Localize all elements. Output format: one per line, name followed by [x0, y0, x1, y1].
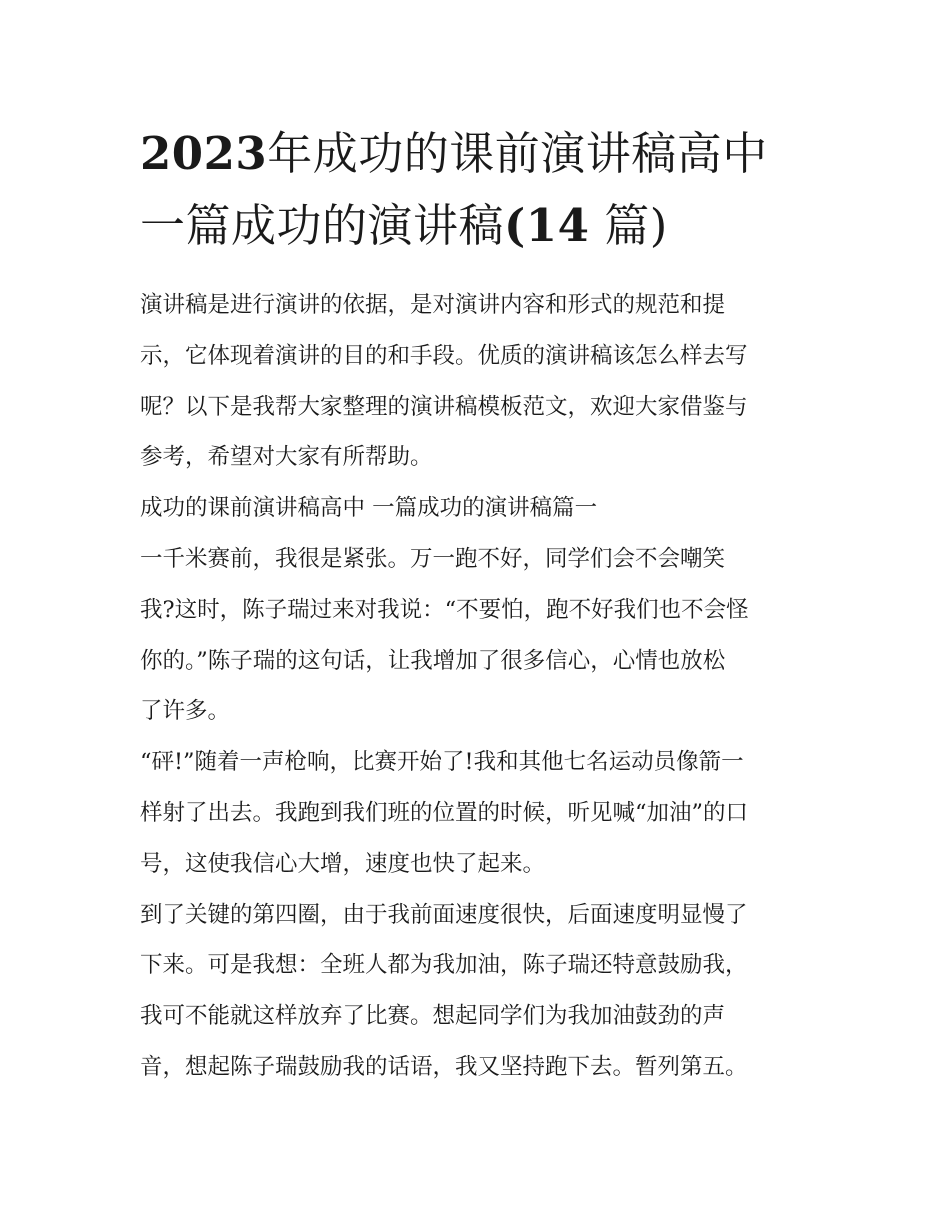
text-line: 下来。可是我想：全班人都为我加油，陈子瑞还特意鼓励我， — [140, 952, 748, 979]
text-line: 呢？以下是我帮大家整理的演讲稿模板范文，欢迎大家借鉴与 — [140, 393, 748, 420]
text-line: 示，它体现着演讲的目的和手段。优质的演讲稿该怎么样去写 — [140, 342, 748, 369]
title-line-1-text: 年成功的课前演讲稿高中 — [267, 127, 768, 180]
page-title — [140, 118, 820, 262]
text-line: 你的。”陈子瑞的这句话，让我增加了很多信心，心情也放松 — [140, 647, 726, 674]
title-line-1 — [140, 118, 820, 190]
text-line: 参考，希望对大家有所帮助。 — [140, 444, 433, 471]
text-line: 我?这时，陈子瑞过来对我说：“不要怕，跑不好我们也不会怪 — [140, 596, 749, 623]
text-line: 演讲稿是进行演讲的依据，是对演讲内容和形式的规范和提 — [140, 292, 726, 318]
title-count: (14 — [504, 199, 590, 252]
text-line: 样射了出去。我跑到我们班的位置的时候，听见喊“加油”的口 — [140, 799, 749, 826]
title-year: 2023 — [140, 127, 268, 180]
text-line: 了许多。 — [140, 698, 231, 725]
section-heading: 成功的课前演讲稿高中 一篇成功的演讲稿篇一 — [140, 495, 598, 522]
title-line-2-text: 一篇成功的演讲稿 — [140, 199, 505, 252]
text-line: 号，这使我信心大增，速度也快了起来。 — [140, 850, 546, 877]
title-line-2-tail: 篇) — [604, 199, 668, 252]
text-line: “砰!”随着一声枪响，比赛开始了!我和其他七名运动员像箭一 — [140, 749, 744, 776]
body-text — [140, 280, 820, 1093]
title-line-2 — [140, 190, 820, 262]
text-line: 我可不能就这样放弃了比赛。想起同学们为我加油鼓劲的声 — [140, 1003, 726, 1030]
text-line: 一千米赛前，我很是紧张。万一跑不好，同学们会不会嘲笑 — [140, 545, 726, 572]
text-line: 音，想起陈子瑞鼓励我的话语，我又坚持跑下去。暂列第五。 — [140, 1053, 748, 1080]
text-line: 到了关键的第四圈，由于我前面速度很快，后面速度明显慢了 — [140, 901, 748, 928]
